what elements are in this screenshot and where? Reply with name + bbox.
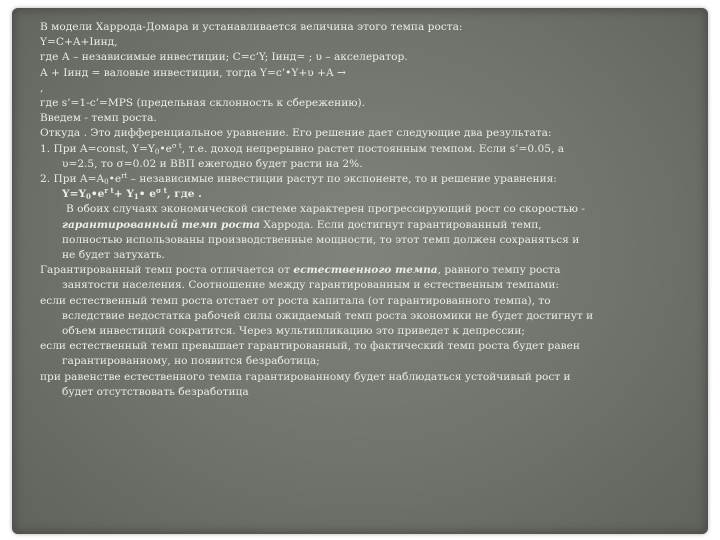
text-fragment: , равного темпу роста [437,264,561,277]
text-line: гарантированному, но появится безработица; [62,355,320,368]
text-line: будет отсутствовать безработица [62,385,249,398]
text-line: не будет затухать. [62,249,165,262]
formula-fragment: •e [90,188,105,201]
subscript: 1 [133,192,139,202]
text-line: Y=C+A+Iинд, [40,36,118,49]
text-line: В обоих случаях экономической системе характерен прогрессирующий рост со скоростью - [66,203,585,216]
subscript: 0 [86,192,91,202]
subscript: 0 [154,147,160,156]
text-fragment: •e [108,173,122,186]
text-line: В модели Харрода-Домара и устанавливается величина этого темпа роста: [40,21,463,33]
formula-fragment: Y=Y [62,188,87,201]
text-line: если естественный темп превышает гарантированный, то фактический темп роста будет равен [40,340,580,353]
text-fragment: •e [159,142,172,155]
text-fragment: Гарантированный темп роста отличается от [40,264,294,277]
text-fragment: 1. При A=const, Y=Y [40,142,155,155]
text-fragment: , т.е. доход непрерывно растет постоянным темпом. Если s’=0.05, а [181,142,565,155]
text-line: полностью использованы производственные мощности, то этот темп должен сохраняться и [62,233,580,246]
text-line-result-1 [40,142,665,157]
text-line: занятости населения. Соотношение между гарантированным и естественным темпами: [62,279,559,292]
superscript: σ t [171,141,182,150]
text-fragment: Харрода. Если достигнут гарантированный темп, [260,218,542,231]
text-line: где s’=1-c’=MPS (предельная склонность к сбережению). [40,97,366,110]
text-line: объем инвестиций сократится. Через мультипликацию это приведет к депрессии; [62,325,525,338]
emphasis-term: естественного темпа [293,264,438,277]
text-line: A + Iинд = валовые инвестиции, тогда Y=c’•Y+υ +A → [40,66,346,79]
formula-line [40,187,665,202]
text-line: вследствие недостатка рабочей силы ожидаемый темп роста экономики не будет достигнут и [62,309,594,322]
text-line: где А – независимые инвестиции; C=c’Y; Iинд= ; υ – акселератор. [40,51,408,64]
superscript: rt [121,172,128,181]
superscript: r t [104,186,114,196]
subscript: 0 [104,178,109,187]
text-fragment: 2. При A=A [40,173,105,186]
text-line: Введем - темп роста. [40,112,157,125]
slide-text [40,20,665,400]
text-line: Откуда . Это дифференциальное уравнение. Его решение дает следующие два результата: [40,127,552,140]
text-line: , [40,81,44,94]
formula-fragment: , где . [166,188,202,201]
superscript: σ t [155,186,167,196]
text-line: при равенстве естественного темпа гарантированному будет наблюдаться устойчивый рост и [40,370,571,383]
text-line: если естественный темп роста отстает от роста капитала (от гарантированного темпа), то [40,294,551,307]
formula-fragment: + Y [113,188,134,201]
formula-fragment: • e [138,188,156,201]
text-line-result-2 [40,172,665,187]
emphasis-term: гарантированный темп роста [62,218,261,231]
text-line: υ=2.5, то σ=0.02 и ВВП ежегодно будет расти на 2%. [62,157,363,170]
text-fragment: – независимые инвестиции растут по экспоненте, то и решение уравнения: [127,173,557,186]
text-line [40,263,665,278]
text-line [40,218,665,233]
